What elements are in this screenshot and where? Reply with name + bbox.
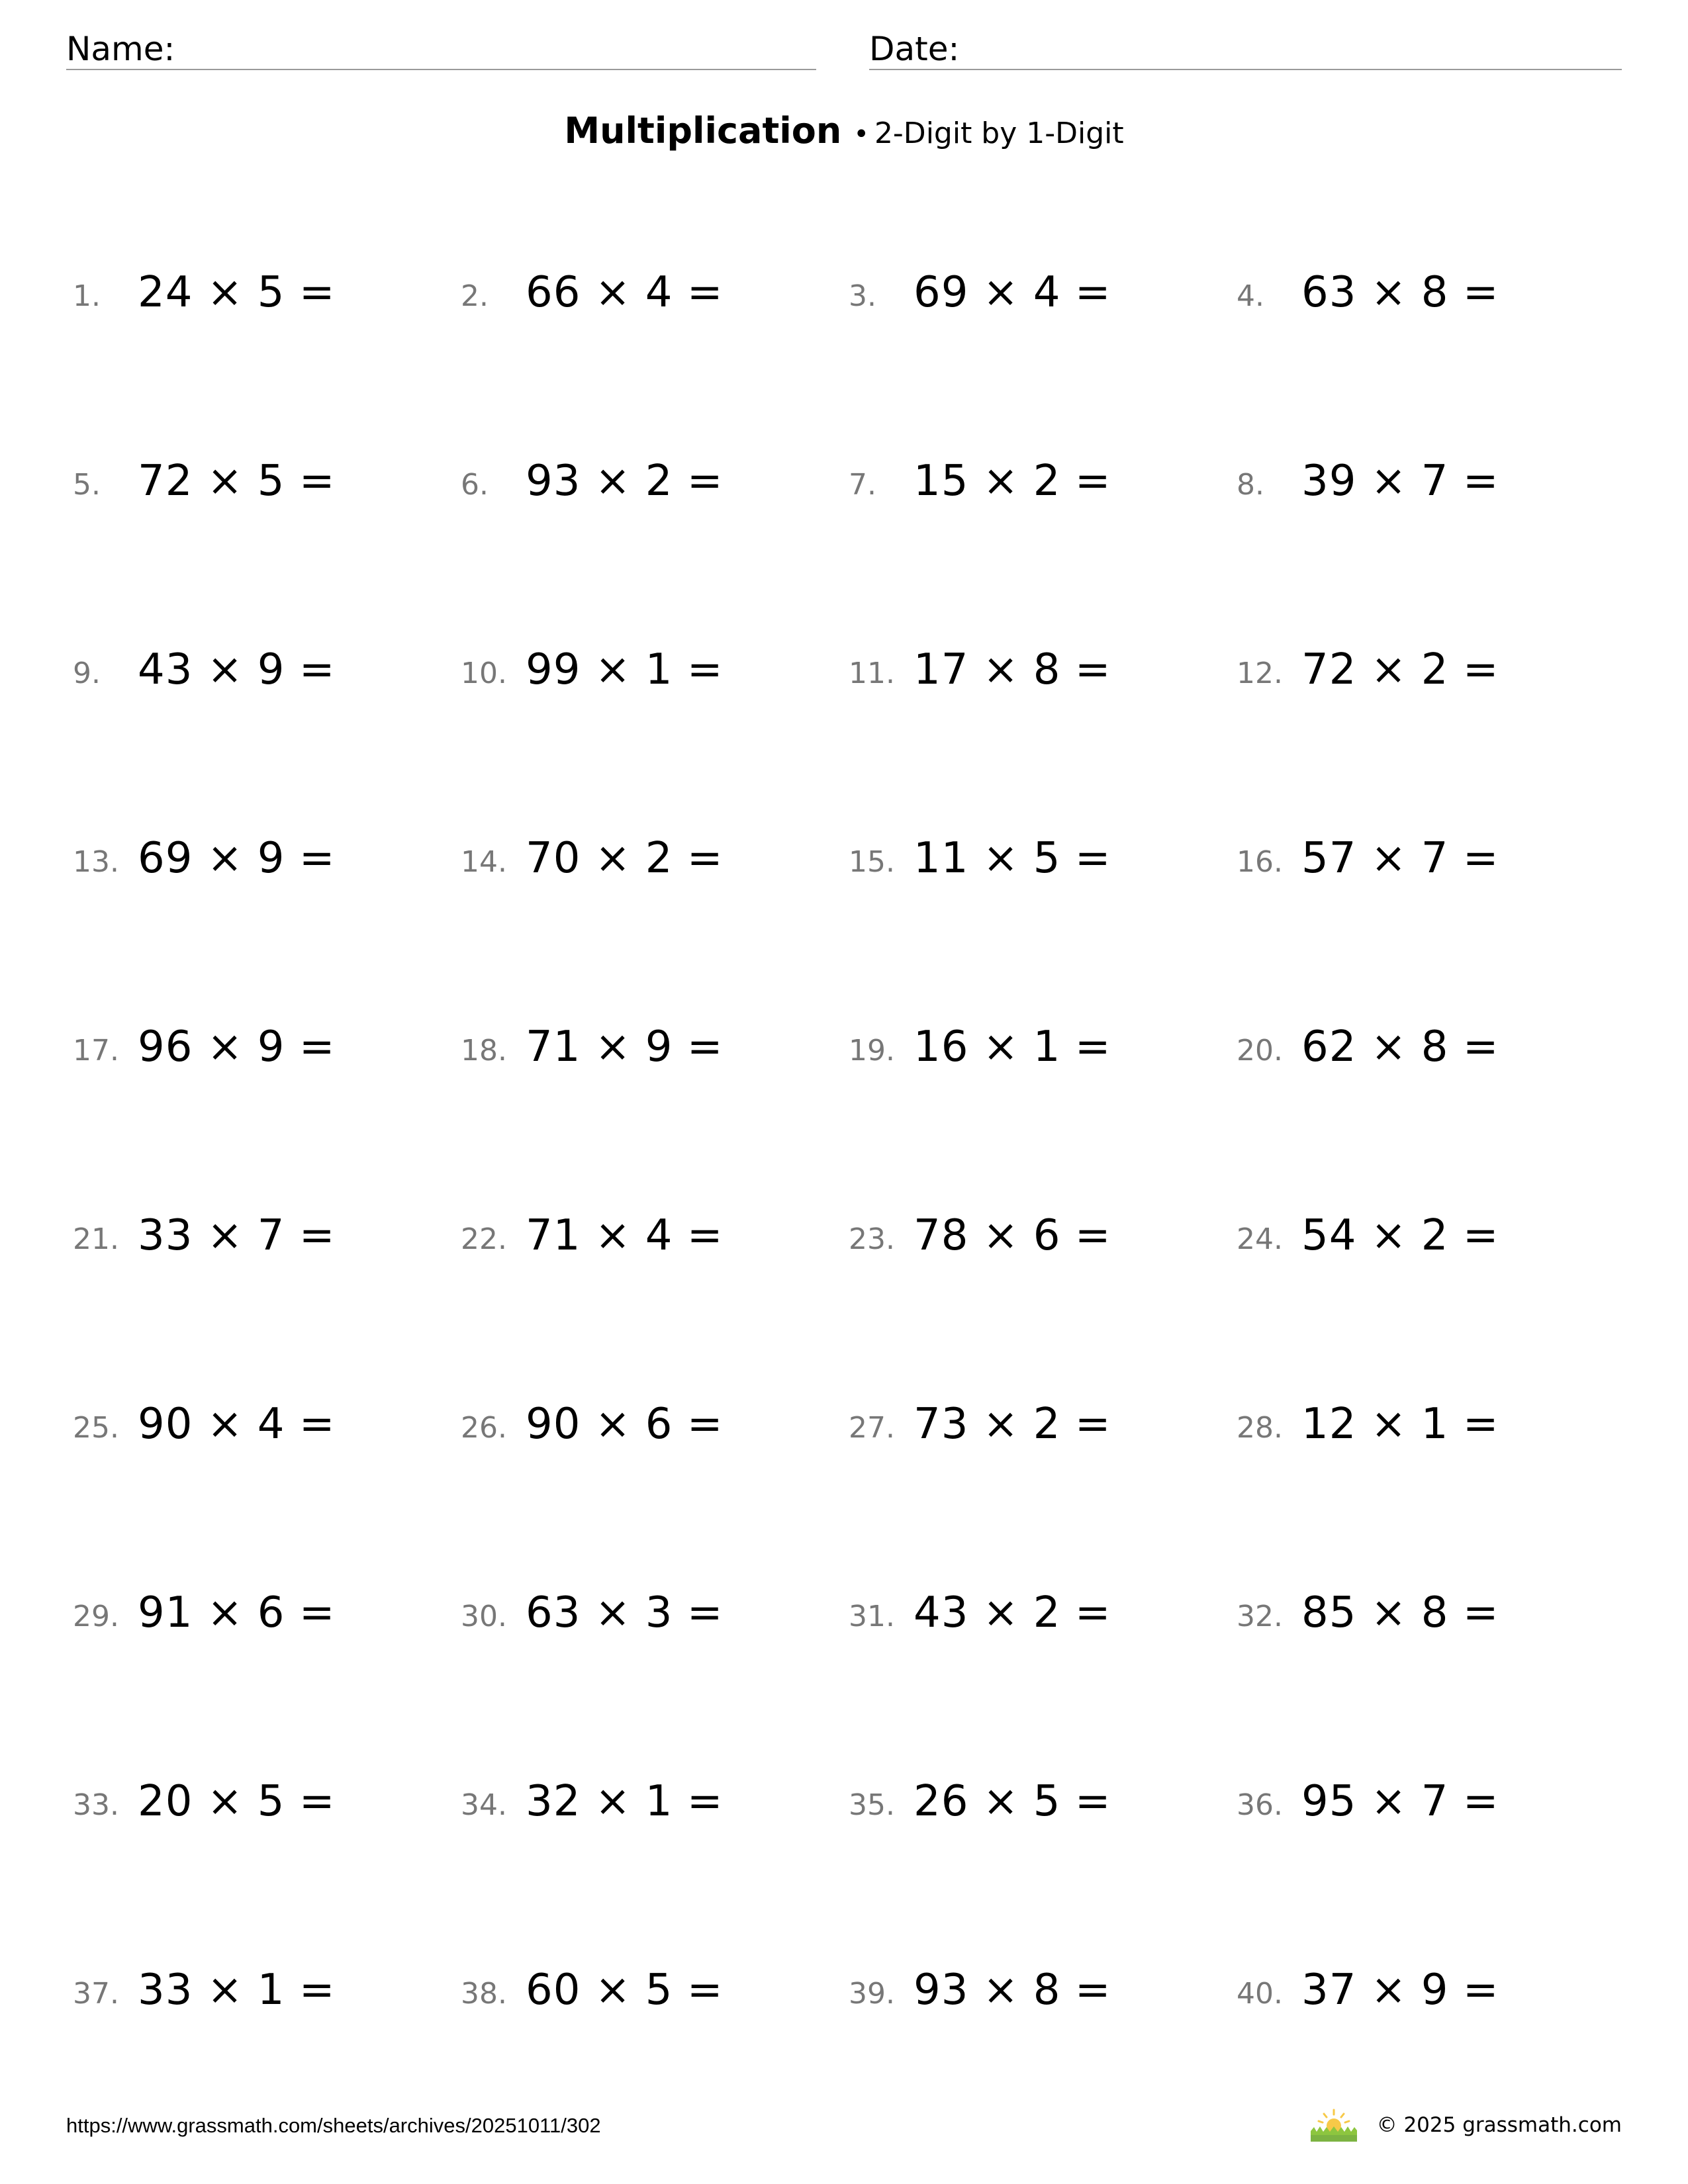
- problem-expression: 24 × 5 =: [138, 268, 336, 317]
- problem-expression: 71 × 4 =: [526, 1211, 724, 1260]
- problem-item: [461, 451, 831, 510]
- problem-expression: 54 × 2 =: [1301, 1211, 1499, 1260]
- problem-expression: 96 × 9 =: [138, 1023, 336, 1071]
- problem-expression: 33 × 7 =: [138, 1211, 336, 1260]
- problem-expression: 95 × 7 =: [1301, 1777, 1499, 1826]
- problem-item: [461, 1582, 831, 1642]
- problem-item: [849, 451, 1219, 510]
- problem-item: [849, 639, 1219, 699]
- problem-expression: 16 × 1 =: [914, 1023, 1111, 1071]
- problem-number: 16.: [1237, 845, 1283, 879]
- problem-expression: 57 × 7 =: [1301, 834, 1499, 883]
- problem-expression: 43 × 9 =: [138, 645, 336, 694]
- problem-item: [849, 1582, 1219, 1642]
- problem-number: 2.: [461, 279, 489, 313]
- problem-expression: 33 × 1 =: [138, 1966, 336, 2015]
- problem-item: [73, 1394, 444, 1453]
- problem-item: [849, 1017, 1219, 1076]
- problem-expression: 32 × 1 =: [526, 1777, 724, 1826]
- footer-url: https://www.grassmath.com/sheets/archives/20251011/302: [66, 2114, 601, 2137]
- problem-number: 33.: [73, 1788, 119, 1822]
- problem-item: [73, 262, 444, 322]
- problem-item: [461, 1205, 831, 1265]
- problem-expression: 63 × 8 =: [1301, 268, 1499, 317]
- problem-item: [73, 1771, 444, 1831]
- problem-item: [461, 1960, 831, 2019]
- problem-number: 25.: [73, 1411, 119, 1445]
- problem-number: 8.: [1237, 468, 1264, 502]
- name-label: Name:: [66, 30, 175, 68]
- problem-item: [461, 1771, 831, 1831]
- problem-item: [1237, 828, 1607, 887]
- problem-number: 20.: [1237, 1034, 1283, 1068]
- problem-item: [849, 1205, 1219, 1265]
- problem-item: [1237, 1394, 1607, 1453]
- worksheet-title: [0, 105, 1688, 166]
- problem-expression: 71 × 9 =: [526, 1023, 724, 1071]
- problem-expression: 62 × 8 =: [1301, 1023, 1499, 1071]
- problem-item: [73, 1960, 444, 2019]
- problem-number: 18.: [461, 1034, 507, 1068]
- problem-number: 11.: [849, 657, 895, 690]
- problem-item: [73, 828, 444, 887]
- problem-number: 28.: [1237, 1411, 1283, 1445]
- problem-item: [461, 639, 831, 699]
- page-subtitle: 2-Digit by 1-Digit: [874, 116, 1124, 150]
- problem-item: [1237, 1582, 1607, 1642]
- problem-number: 10.: [461, 657, 507, 690]
- problem-expression: 90 × 6 =: [526, 1400, 724, 1449]
- problem-expression: 17 × 8 =: [914, 645, 1111, 694]
- problem-number: 27.: [849, 1411, 895, 1445]
- problem-number: 9.: [73, 657, 101, 690]
- problem-expression: 60 × 5 =: [526, 1966, 724, 2015]
- problem-number: 15.: [849, 845, 895, 879]
- problem-expression: 93 × 2 =: [526, 457, 724, 506]
- problem-expression: 37 × 9 =: [1301, 1966, 1499, 2015]
- problem-number: 5.: [73, 468, 101, 502]
- problem-expression: 78 × 6 =: [914, 1211, 1111, 1260]
- name-field[interactable]: [66, 29, 816, 70]
- problem-number: 26.: [461, 1411, 507, 1445]
- problem-item: [1237, 262, 1607, 322]
- problem-expression: 39 × 7 =: [1301, 457, 1499, 506]
- title-separator: •: [853, 119, 869, 150]
- problem-item: [461, 1394, 831, 1453]
- problem-number: 30.: [461, 1600, 507, 1633]
- problem-expression: 72 × 2 =: [1301, 645, 1499, 694]
- footer-brand: [1311, 2109, 1622, 2142]
- problem-item: [849, 1960, 1219, 2019]
- problem-expression: 26 × 5 =: [914, 1777, 1111, 1826]
- problem-expression: 15 × 2 =: [914, 457, 1111, 506]
- problem-number: 38.: [461, 1977, 507, 2011]
- problem-item: [1237, 451, 1607, 510]
- page-title: Multiplication: [564, 110, 842, 152]
- problem-item: [73, 1582, 444, 1642]
- problem-number: 40.: [1237, 1977, 1283, 2011]
- problem-number: 12.: [1237, 657, 1283, 690]
- problem-number: 29.: [73, 1600, 119, 1633]
- problem-expression: 85 × 8 =: [1301, 1588, 1499, 1637]
- problem-number: 17.: [73, 1034, 119, 1068]
- problem-item: [461, 262, 831, 322]
- problem-number: 4.: [1237, 279, 1264, 313]
- problem-number: 24.: [1237, 1222, 1283, 1256]
- problem-expression: 63 × 3 =: [526, 1588, 724, 1637]
- problem-expression: 43 × 2 =: [914, 1588, 1111, 1637]
- problem-item: [73, 1205, 444, 1265]
- problem-item: [849, 262, 1219, 322]
- problem-number: 7.: [849, 468, 876, 502]
- problem-number: 23.: [849, 1222, 895, 1256]
- problem-number: 21.: [73, 1222, 119, 1256]
- problem-item: [1237, 1960, 1607, 2019]
- problem-number: 6.: [461, 468, 489, 502]
- problem-expression: 12 × 1 =: [1301, 1400, 1499, 1449]
- problem-number: 3.: [849, 279, 876, 313]
- date-label: Date:: [869, 30, 960, 68]
- grass-sun-icon: [1311, 2109, 1357, 2142]
- problem-expression: 73 × 2 =: [914, 1400, 1111, 1449]
- problem-number: 19.: [849, 1034, 895, 1068]
- problem-item: [461, 828, 831, 887]
- problem-expression: 66 × 4 =: [526, 268, 724, 317]
- problem-item: [1237, 1205, 1607, 1265]
- problem-item: [1237, 639, 1607, 699]
- problem-number: 39.: [849, 1977, 895, 2011]
- date-field[interactable]: [869, 29, 1622, 70]
- problem-item: [461, 1017, 831, 1076]
- problem-number: 1.: [73, 279, 101, 313]
- problem-expression: 90 × 4 =: [138, 1400, 336, 1449]
- problem-number: 14.: [461, 845, 507, 879]
- problem-number: 32.: [1237, 1600, 1283, 1633]
- problem-number: 35.: [849, 1788, 895, 1822]
- problem-expression: 11 × 5 =: [914, 834, 1111, 883]
- problem-item: [1237, 1017, 1607, 1076]
- problem-item: [73, 451, 444, 510]
- problem-number: 22.: [461, 1222, 507, 1256]
- problem-item: [849, 1771, 1219, 1831]
- problem-expression: 69 × 4 =: [914, 268, 1111, 317]
- problem-item: [73, 639, 444, 699]
- footer-copyright: © 2025 grassmath.com: [1376, 2113, 1622, 2137]
- problem-item: [73, 1017, 444, 1076]
- problem-number: 37.: [73, 1977, 119, 2011]
- problem-number: 13.: [73, 845, 119, 879]
- problem-number: 31.: [849, 1600, 895, 1633]
- problem-expression: 99 × 1 =: [526, 645, 724, 694]
- problem-expression: 70 × 2 =: [526, 834, 724, 883]
- problem-expression: 69 × 9 =: [138, 834, 336, 883]
- problem-number: 34.: [461, 1788, 507, 1822]
- problem-number: 36.: [1237, 1788, 1283, 1822]
- problem-item: [849, 828, 1219, 887]
- problem-expression: 93 × 8 =: [914, 1966, 1111, 2015]
- problem-expression: 72 × 5 =: [138, 457, 336, 506]
- problem-expression: 91 × 6 =: [138, 1588, 336, 1637]
- problem-item: [1237, 1771, 1607, 1831]
- problem-expression: 20 × 5 =: [138, 1777, 336, 1826]
- problem-item: [849, 1394, 1219, 1453]
